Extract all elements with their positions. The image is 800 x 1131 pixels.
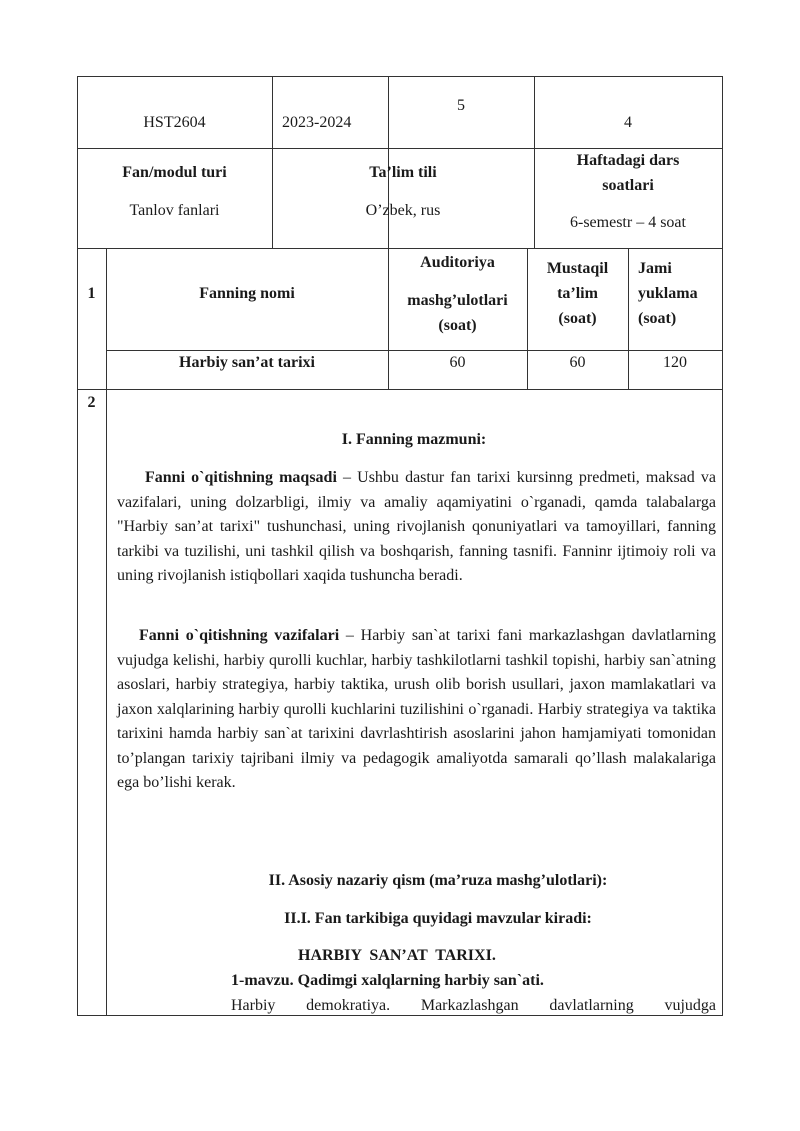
auditorium-hours: 60	[449, 354, 466, 371]
section-1-title: I. Fanning mazmuni:	[341, 431, 487, 448]
topic-1-title: 1-mavzu. Qadimgi xalqlarning harbiy san`ati.	[231, 972, 544, 989]
topic-1-text: Harbiy demokratiya. Markazlashgan davlatlarning vujudga	[231, 997, 716, 1014]
auditorium-header-2: mashg’ulotlari	[407, 292, 508, 309]
total-header-2: yuklama	[638, 285, 698, 302]
goal-paragraph	[117, 466, 716, 589]
academic-year: 2023-2024	[282, 114, 352, 131]
auditorium-header-3: (soat)	[438, 317, 477, 334]
independent-hours: 60	[569, 354, 586, 371]
language-header: Ta’lim tili	[369, 164, 437, 181]
weekly-hours-header-1: Haftadagi dars	[576, 152, 680, 169]
independent-header-3: (soat)	[558, 310, 597, 327]
row4-bottom-line	[77, 389, 723, 390]
row3-bottom-line	[106, 350, 723, 351]
weekly-hours-value: 6-semestr – 4 soat	[570, 214, 686, 231]
total-hours: 120	[663, 354, 687, 371]
tasks-lead: Fanni o`qitishning vazifalari	[139, 627, 340, 644]
col-divider-2	[388, 76, 389, 390]
tasks-text: – Harbiy san`at tarixi fani markazlashgan davlatlarning vujudga kelishi, harbiy qurolli kuchlar, harbiy tashkilotlarni tashkil topishi, harbiy san`atning asoslari, harbiy strategiya, harbiy taktika, urush olib borish usullari, jaxon mamlakatlari va jaxon xalqlarining harbiy qurolli kuchlarini tuzilishini o`rganadi. Harbiy strategiya va taktika tarixini hamda harbiy san`at tarixini davrlashtirish asoslarini jahon hamjamiyati tomonidan to’plangan tarixiy tajribani ilmiy va pedagogik amaliyotda samarali qo’llash malakalariga ega bo’lishi kerak.	[117, 627, 717, 791]
row1-bottom-line	[77, 148, 723, 149]
goal-text: – Ushbu dastur fan tarixi kursinng predmeti, maksad va vazifalari, uning dolzarbligi, ilmiy va amaliy aqamiyatini o`rganadi, qamda talabalarga "Harbiy san’at tarixi" tushunchasi, uning rivojlanish qonuniyatlari va tamoyillari, fanning tarkibi va tuzilishi, uni tashkil qilish va boshqarish, fanning tasnifi. Fanninr ijtimoiy roli va uning rivojlanish istiqbollari xaqida tushuncha beradi.	[117, 469, 717, 584]
module-type-header: Fan/modul turi	[122, 164, 227, 181]
section-2-title: II. Asosiy nazariy qism (ma’ruza mashg’ulotlari):	[268, 872, 608, 889]
course-code: HST2604	[143, 114, 206, 131]
semester-value: 5	[457, 97, 465, 114]
section-2-subtitle: II.I. Fan tarkibiga quyidagi mavzular kiradi:	[284, 910, 592, 927]
row-number-1: 1	[87, 285, 96, 302]
independent-header-1: Mustaqil	[546, 260, 609, 277]
table-border-top	[77, 76, 723, 77]
module-type-value: Tanlov fanlari	[129, 202, 220, 219]
goal-lead: Fanni o`qitishning maqsadi	[145, 469, 337, 486]
tasks-paragraph	[117, 624, 716, 796]
total-header-3: (soat)	[638, 310, 677, 327]
subject-name-header: Fanning nomi	[199, 285, 295, 302]
total-header-1: Jami	[638, 260, 672, 277]
course-title: HARBIY SAN’AT TARIXI.	[298, 947, 496, 964]
row-number-2: 2	[87, 394, 96, 411]
language-value: O’zbek, rus	[365, 202, 441, 219]
independent-header-2: ta’lim	[557, 285, 598, 302]
weekly-hours-header-2: soatlari	[602, 177, 654, 194]
subject-name: Harbiy san’at tarixi	[179, 354, 315, 371]
row2-bottom-line	[77, 248, 723, 249]
auditorium-header-1: Auditoriya	[420, 254, 495, 271]
credits-value: 4	[624, 114, 632, 131]
